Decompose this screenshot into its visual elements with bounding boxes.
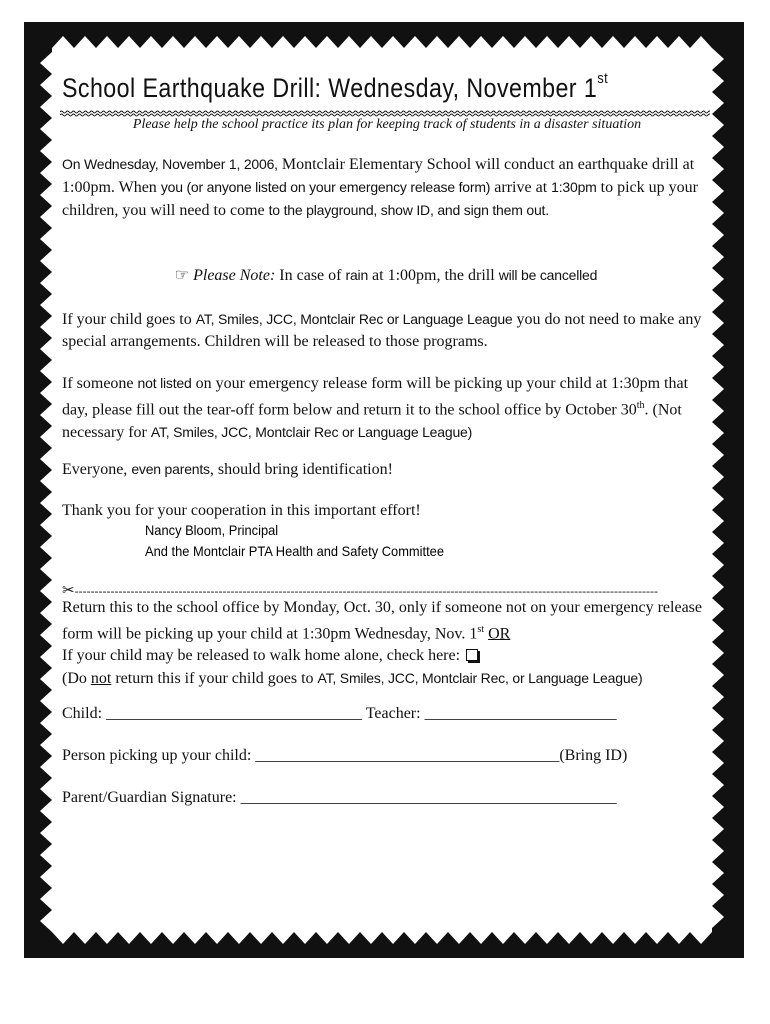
person-row bbox=[62, 745, 710, 767]
paragraph-identification: Everyone, even parents, should bring identification! bbox=[62, 461, 393, 478]
page-title: School Earthquake Drill: Wednesday, November 1st bbox=[62, 70, 609, 103]
cut-line: ✂-------------------------------------------------------------------------------------------------------------------------------------------------- bbox=[62, 583, 659, 599]
teacher-label: Teacher: bbox=[362, 705, 425, 722]
child-field[interactable]: ________________________________ bbox=[106, 705, 363, 722]
paragraph-programs: If your child goes to AT, Smiles, JCC, Montclair Rec or Language League you do not need to make any special arrangements. Children will be released to those programs. bbox=[62, 311, 702, 350]
signature-committee: And the Montclair PTA Health and Safety Committee bbox=[145, 543, 445, 559]
paragraph-drill-info: On Wednesday, November 1, 2006, Montclair Elementary School will conduct an earthquake drill at 1:00pm. When you (or anyone listed on your emergency release form) arrive at 1:30pm to pick up your children, you will need to come to the playground, show ID, and sign them out. bbox=[62, 156, 698, 219]
bring-id-label: (Bring ID) bbox=[559, 747, 628, 764]
child-teacher-row bbox=[62, 703, 710, 725]
wavy-divider bbox=[60, 109, 710, 117]
subtitle: Please help the school practice its plan for keeping track of students in a disaster situation bbox=[132, 117, 642, 132]
walk-home-checkbox[interactable] bbox=[466, 649, 478, 661]
paragraph-not-listed: If someone not listed on your emergency release form will be picking up your child at 1:30pm that day, please fill out the tear-off form below and return it to the school office by October 30th. (Not necessary for AT, Smiles, JCC, Montclair Rec or Language League) bbox=[62, 375, 689, 442]
child-label: Child: bbox=[62, 705, 107, 722]
signature-field[interactable]: _______________________________________________ bbox=[240, 789, 617, 806]
please-note: ☞ Please Note: In case of rain at 1:00pm, the drill will be cancelled bbox=[174, 267, 598, 284]
person-label: Person picking up your child: bbox=[62, 747, 256, 764]
teacher-field[interactable]: ________________________ bbox=[424, 705, 617, 722]
signature-principal: Nancy Bloom, Principal bbox=[145, 522, 279, 538]
pointing-hand-icon: ☞ bbox=[174, 267, 194, 284]
return-instructions: Return this to the school office by Monday, Oct. 30, only if someone not on your emergency release form will be picking up your child at 1:30pm Wednesday, Nov. 1st OR If your child may be released to walk home alone, check here: (Do not return this if your child goes to AT, Smiles, JCC, Montclair Rec, or Language League) bbox=[62, 599, 702, 688]
person-field[interactable]: ______________________________________ bbox=[255, 747, 560, 764]
thank-you-text: Thank you for your cooperation in this important effort! bbox=[62, 502, 421, 519]
signature-row bbox=[62, 787, 710, 809]
scissors-icon: ✂ bbox=[62, 583, 75, 599]
signature-label: Parent/Guardian Signature: bbox=[62, 789, 241, 806]
